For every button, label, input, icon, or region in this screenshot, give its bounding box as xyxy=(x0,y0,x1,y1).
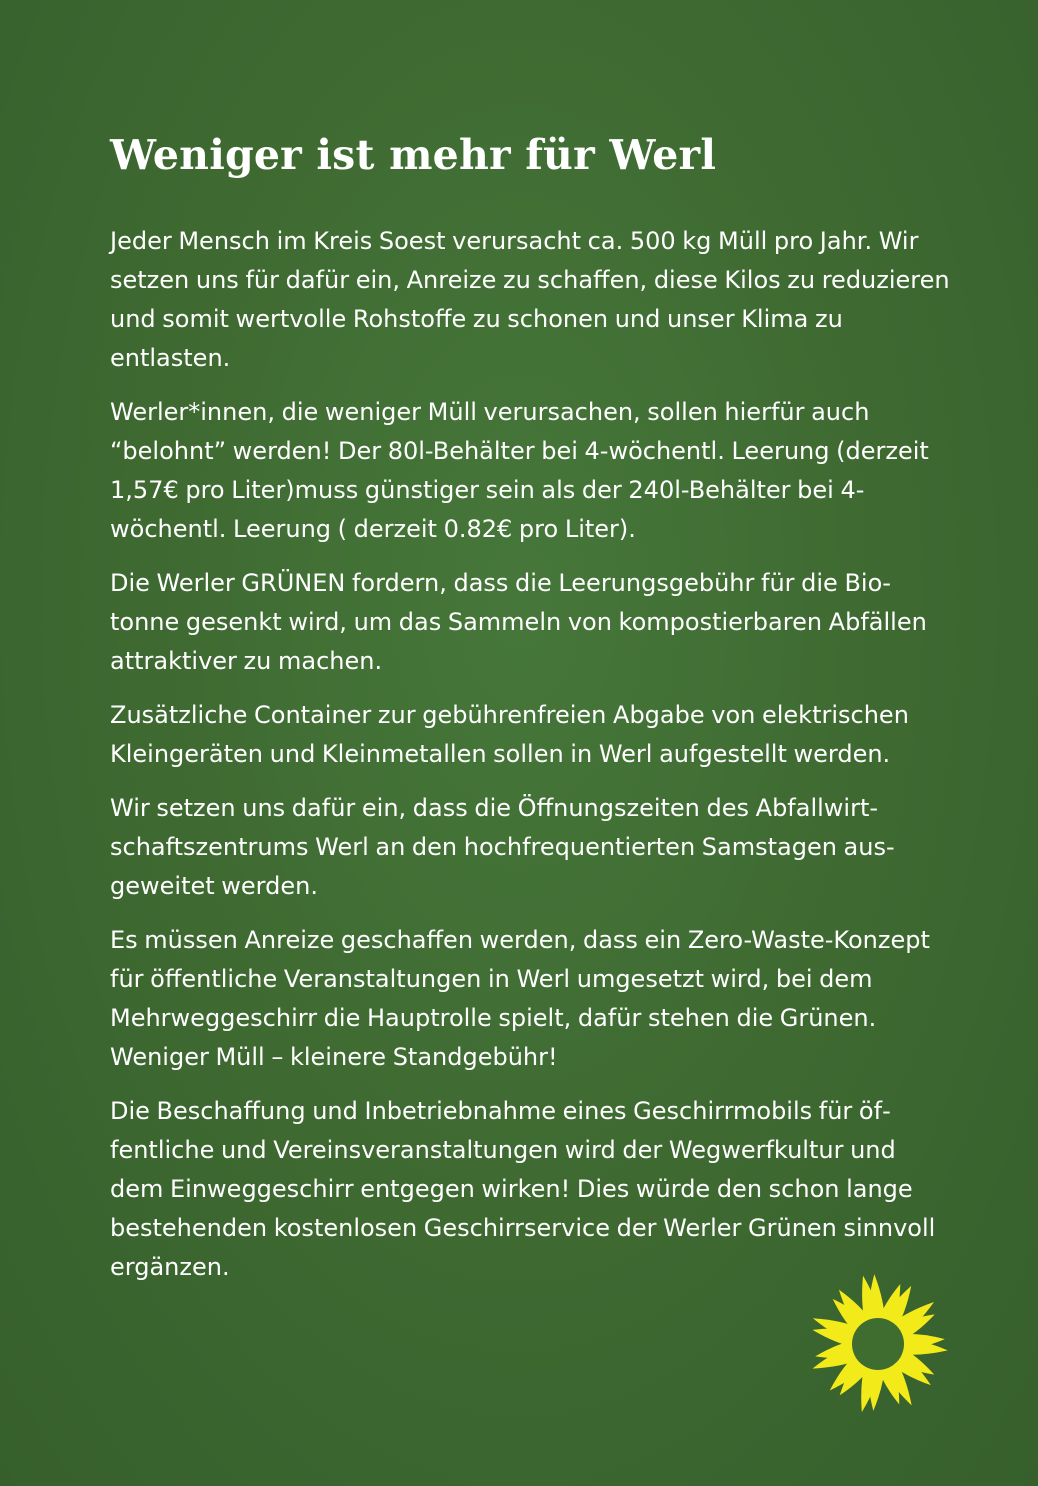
page-title: Weniger ist mehr für Werl xyxy=(110,131,717,179)
paragraph-reward: Werler*innen, die weniger Müll verursachen, sollen hierfür auch “belohnt” werden! Der 80l-Behälter bei 4-wöchentl. Leerung (derzeit 1,57€ pro Liter)muss günstiger sein als der 240l-Behälter bei 4-wöchentl. Leerung ( derzeit 0.82€ pro Liter). xyxy=(110,398,929,543)
content-area xyxy=(110,128,950,1302)
paragraph-zero-waste: Es müssen Anreize geschaffen werden, dass ein Zero-Waste-Konzept für öffentliche Veranstaltungen in Werl umgesetzt wird, bei dem Mehrweggeschirr die Hauptrolle spielt, dafür stehen die Grünen. Weniger Müll – kleinere Standgebühr! xyxy=(110,926,930,1071)
paragraph-biotonne: Die Werler GRÜNEN fordern, dass die Leerungsgebühr für die Biotonne gesenkt wird, um das Sammeln von kompostierbaren Abfällen attraktiver zu machen. xyxy=(110,569,927,675)
paragraph-opening-hours: Wir setzen uns dafür ein, dass die Öffnungszeiten des Abfallwirtschaftszentrums Werl an den hochfrequentierten Samstagen ausgeweitet werden. xyxy=(110,794,895,900)
paragraph-waste-per-person: Jeder Mensch im Kreis Soest verursacht ca. 500 kg Müll pro Jahr. Wir setzen uns für dafür ein, Anreize zu schaffen, diese Kilos zu reduzieren und somit wertvolle Rohstoffe zu schonen und unser Klima zu entlasten. xyxy=(110,227,950,372)
paragraph-geschirrmobil: Die Beschaffung und Inbetriebnahme eines Geschirrmobils für öffentliche und Vereinsveranstaltungen wird der Wegwerfkultur und dem Einweggeschirr entgegen wirken! Dies würde den schon lange bestehenden kostenlosen Geschirrservice der Werler Grünen sinnvoll ergänzen. xyxy=(110,1097,936,1281)
paragraph-containers: Zusätzliche Container zur gebührenfreien Abgabe von elektrischen Kleingeräten und Kleinmetallen sollen in Werl aufgestellt werden. xyxy=(110,701,909,768)
sunflower-icon xyxy=(806,1272,950,1416)
